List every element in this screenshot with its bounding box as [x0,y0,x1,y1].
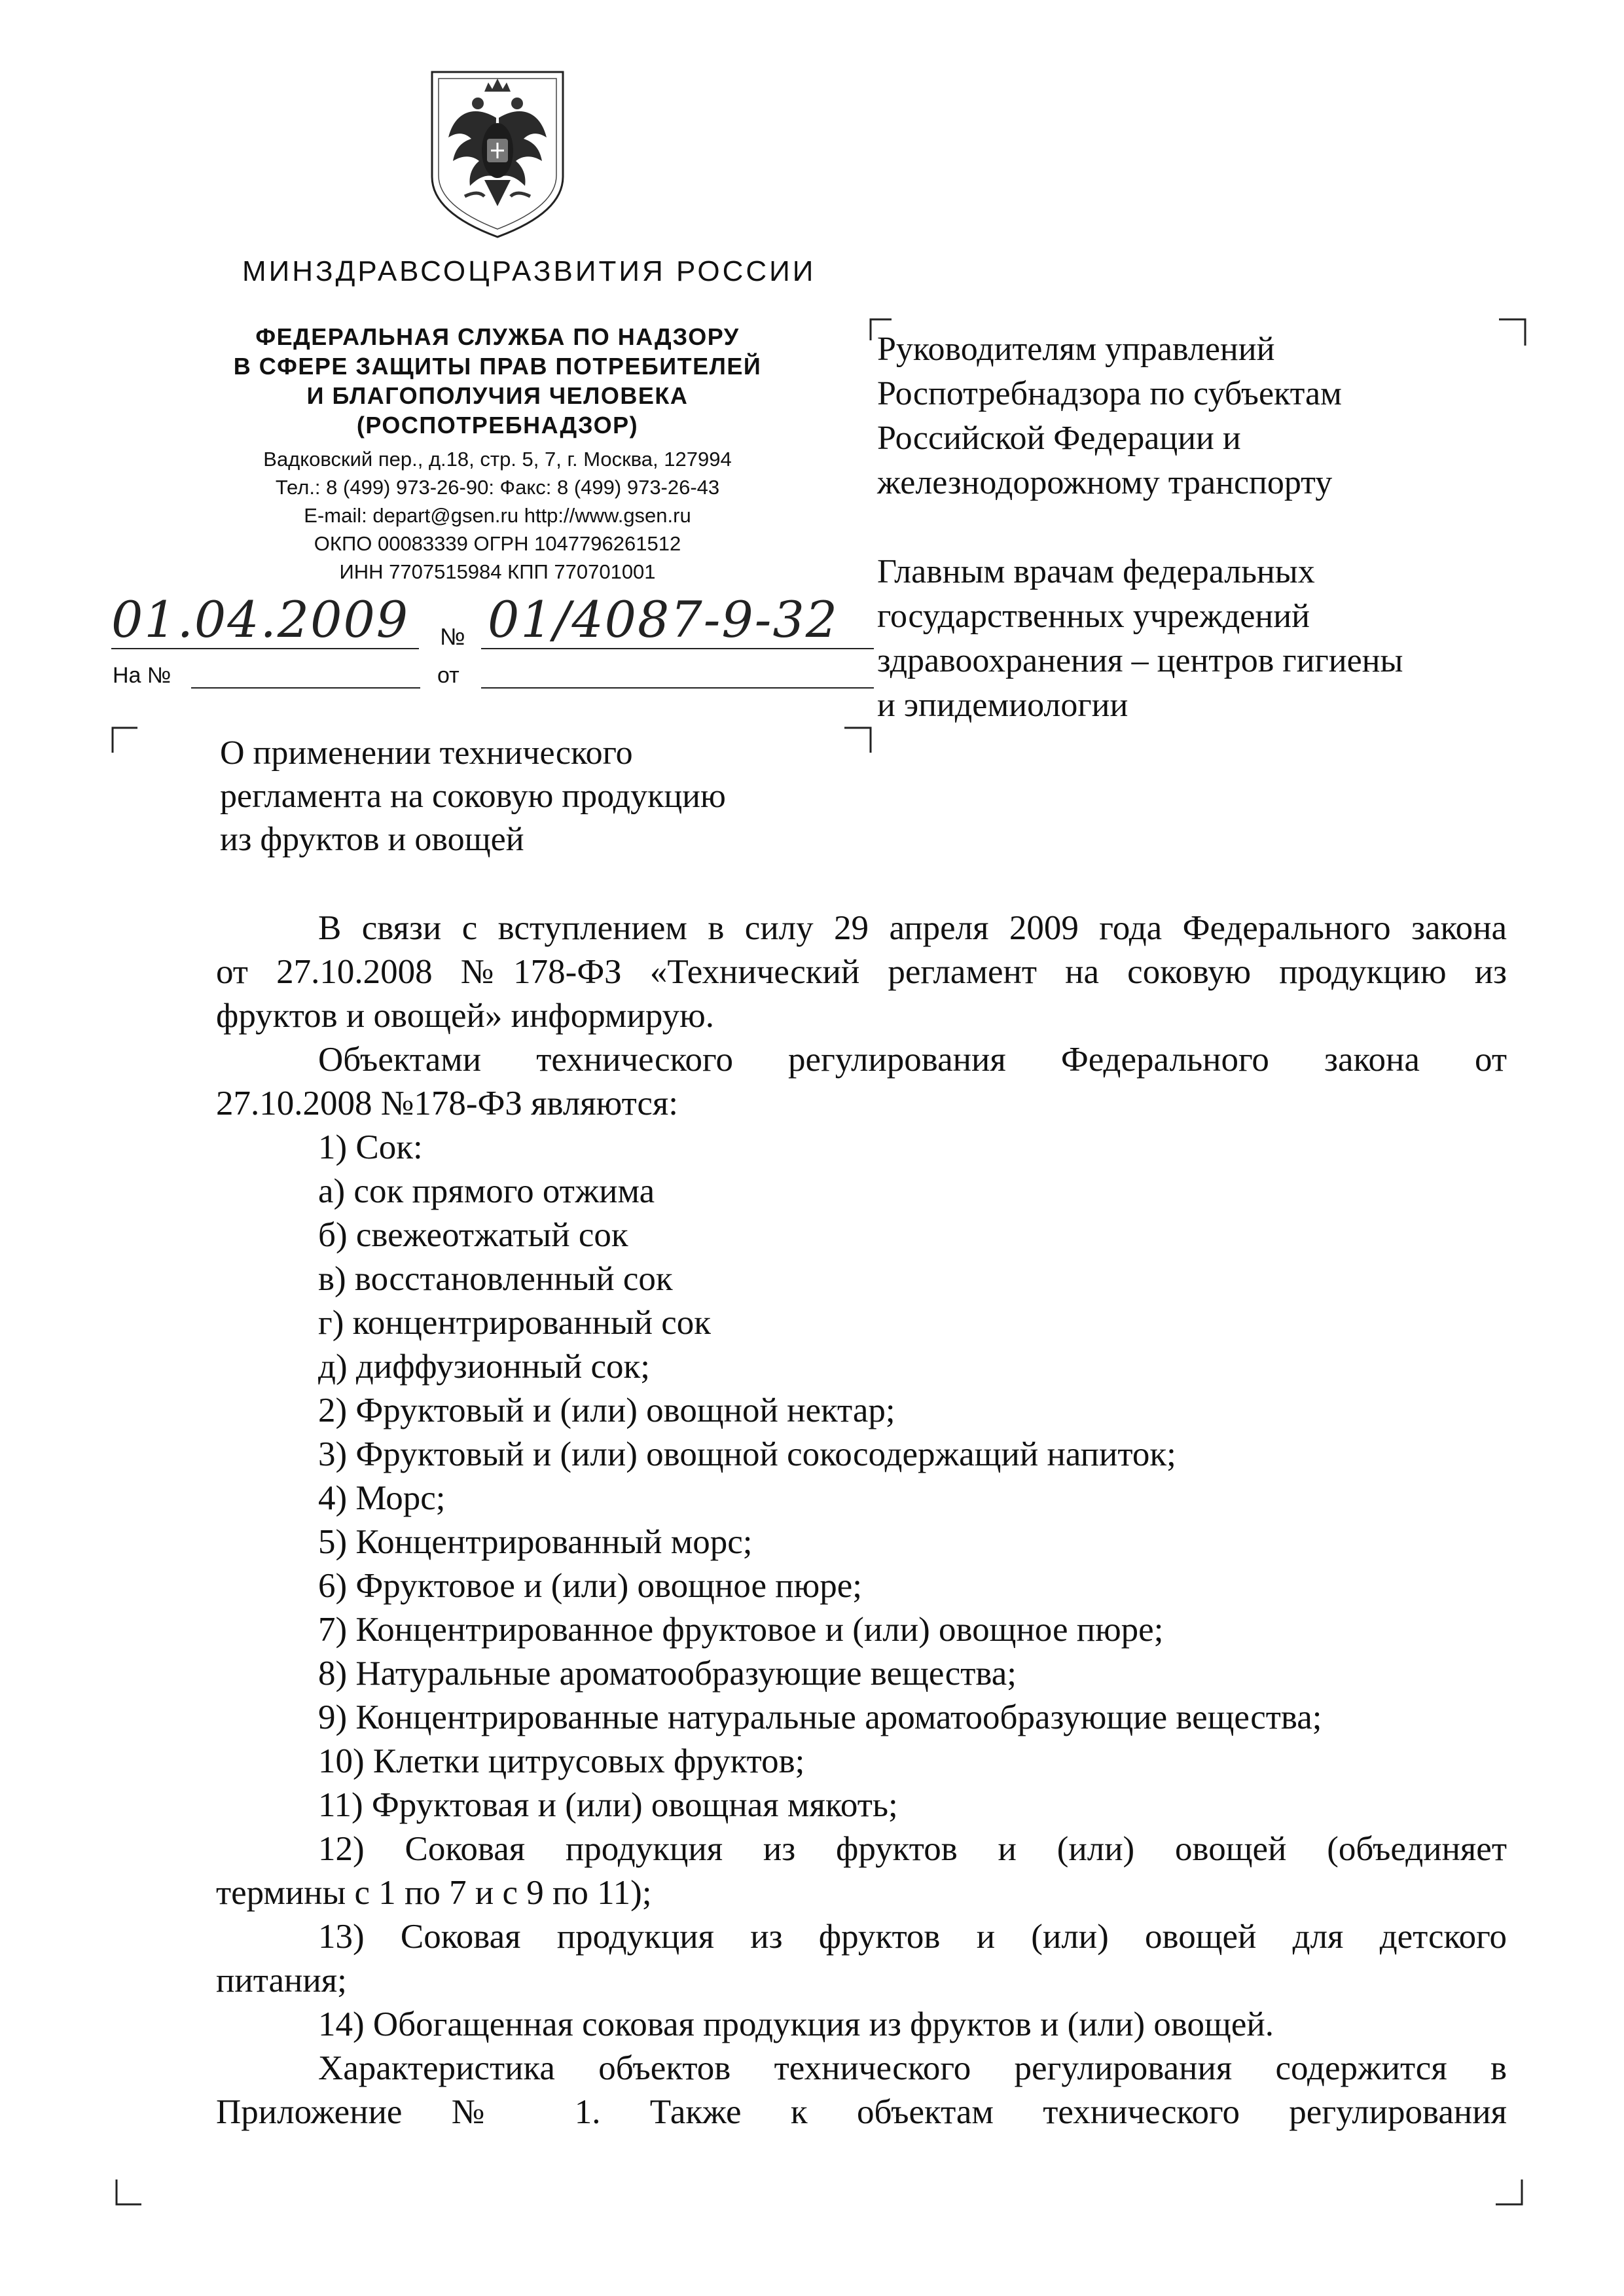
list-item: 14) Обогащенная соковая продукция из фруктов и (или) овощей. [318,2005,1274,2043]
okpo-line: ОКПО 00083339 ОГРН 1047796261512 [314,532,681,555]
agency-line: И БЛАГОПОЛУЧИЯ ЧЕЛОВЕКА [306,382,689,409]
phone-line: Тел.: 8 (499) 973-26-90: Факс: 8 (499) 973-26-43 [275,476,720,499]
subject-line: регламента на соковую продукцию [220,778,726,815]
list-item: 9) Концентрированные натуральные ароматообразующие вещества; [318,1698,1322,1736]
letter-body [216,906,1507,2134]
list-item: 7) Концентрированное фруктовое и (или) овощное пюре; [318,1611,1164,1649]
list-item: 2) Фруктовый и (или) овощной нектар; [318,1391,895,1429]
addressee-line: Руководителям управлений [877,331,1275,368]
handwritten-number: 01/4087-9-32 [488,590,839,649]
list-item: 6) Фруктовое и (или) овощное пюре; [318,1567,862,1605]
ministry-name: МИНЗДРАВСОЦРАЗВИТИЯ РОССИИ [242,255,816,287]
addressee-line: здравоохранения – центров гигиены [877,642,1403,679]
list-item-continuation: термины с 1 по 7 и с 9 по 11); [216,1874,652,1912]
subject-line: О применении технического [220,734,633,772]
intro-line: от 27.10.2008 №178-ФЗ «Технический регламент на соковую продукцию из [216,953,1507,991]
from-label: от [437,663,460,688]
inn-line: ИНН 7707515984 КПП 770701001 [339,560,656,583]
intro-line: фруктов и овощей» информирую. [216,997,714,1035]
list-item: 10) Клетки цитрусовых фруктов; [318,1742,805,1780]
subject-line: из фруктов и овощей [220,821,524,858]
list-item: 8) Натуральные ароматообразующие вещества; [318,1655,1017,1693]
addressee-line: Российской Федерации и [877,420,1241,457]
list-item: 3) Фруктовый и (или) овощной сокосодержащий напиток; [318,1435,1176,1473]
addressee-line: Роспотребнадзора по субъектам [877,375,1342,412]
list-item: 12) Соковая продукция из фруктов и (или) овощей (объединяет [318,1830,1507,1868]
email-line: E-mail: depart@gsen.ru http://www.gsen.ru [304,504,691,527]
list-item: 11) Фруктовая и (или) овощная мякоть; [318,1786,898,1824]
addressee-line: государственных учреждений [877,598,1310,635]
intro-line: В связи с вступлением в силу 29 апреля 2009 года Федерального закона [318,909,1507,947]
agency-line: В СФЕРЕ ЗАЩИТЫ ПРАВ ПОТРЕБИТЕЛЕЙ [233,353,762,380]
number-label: № [440,623,465,650]
list-item: 5) Концентрированный морс; [318,1523,753,1561]
list-item: в) восстановленный сок [318,1260,673,1298]
list-item: а) сок прямого отжима [318,1172,655,1210]
list-item: 4) Морс; [318,1479,446,1517]
list-item: 13) Соковая продукция из фруктов и (или) овощей для детского [318,1918,1507,1956]
objects-line: Объектами технического регулирования Федерального закона от [318,1041,1507,1079]
list-item-continuation: питания; [216,1962,347,2000]
agency-line: ФЕДЕРАЛЬНАЯ СЛУЖБА ПО НАДЗОРУ [255,323,740,350]
address-line: Вадковский пер., д.18, стр. 5, 7, г. Москва, 127994 [263,448,732,471]
list-item: 1) Сок: [318,1128,423,1166]
handwritten-date: 01.04.2009 [111,590,410,649]
ref-label: На № [113,663,171,688]
list-item: б) свежеотжатый сок [318,1216,628,1254]
agency-line: (РОСПОТРЕБНАДЗОР) [356,412,639,439]
objects-line: 27.10.2008 №178-ФЗ являются: [216,1085,679,1122]
list-item: д) диффузионный сок; [318,1348,650,1386]
addressee-line: железнодорожному транспорту [877,464,1333,501]
characteristics-line: Приложение № 1. Также к объектам технического регулирования [216,2093,1507,2131]
list-item: г) концентрированный сок [318,1304,712,1342]
characteristics-line: Характеристика объектов технического регулирования содержится в [318,2049,1507,2087]
addressee-line: Главным врачам федеральных [877,553,1315,590]
addressee-line: и эпидемиологии [877,687,1128,724]
